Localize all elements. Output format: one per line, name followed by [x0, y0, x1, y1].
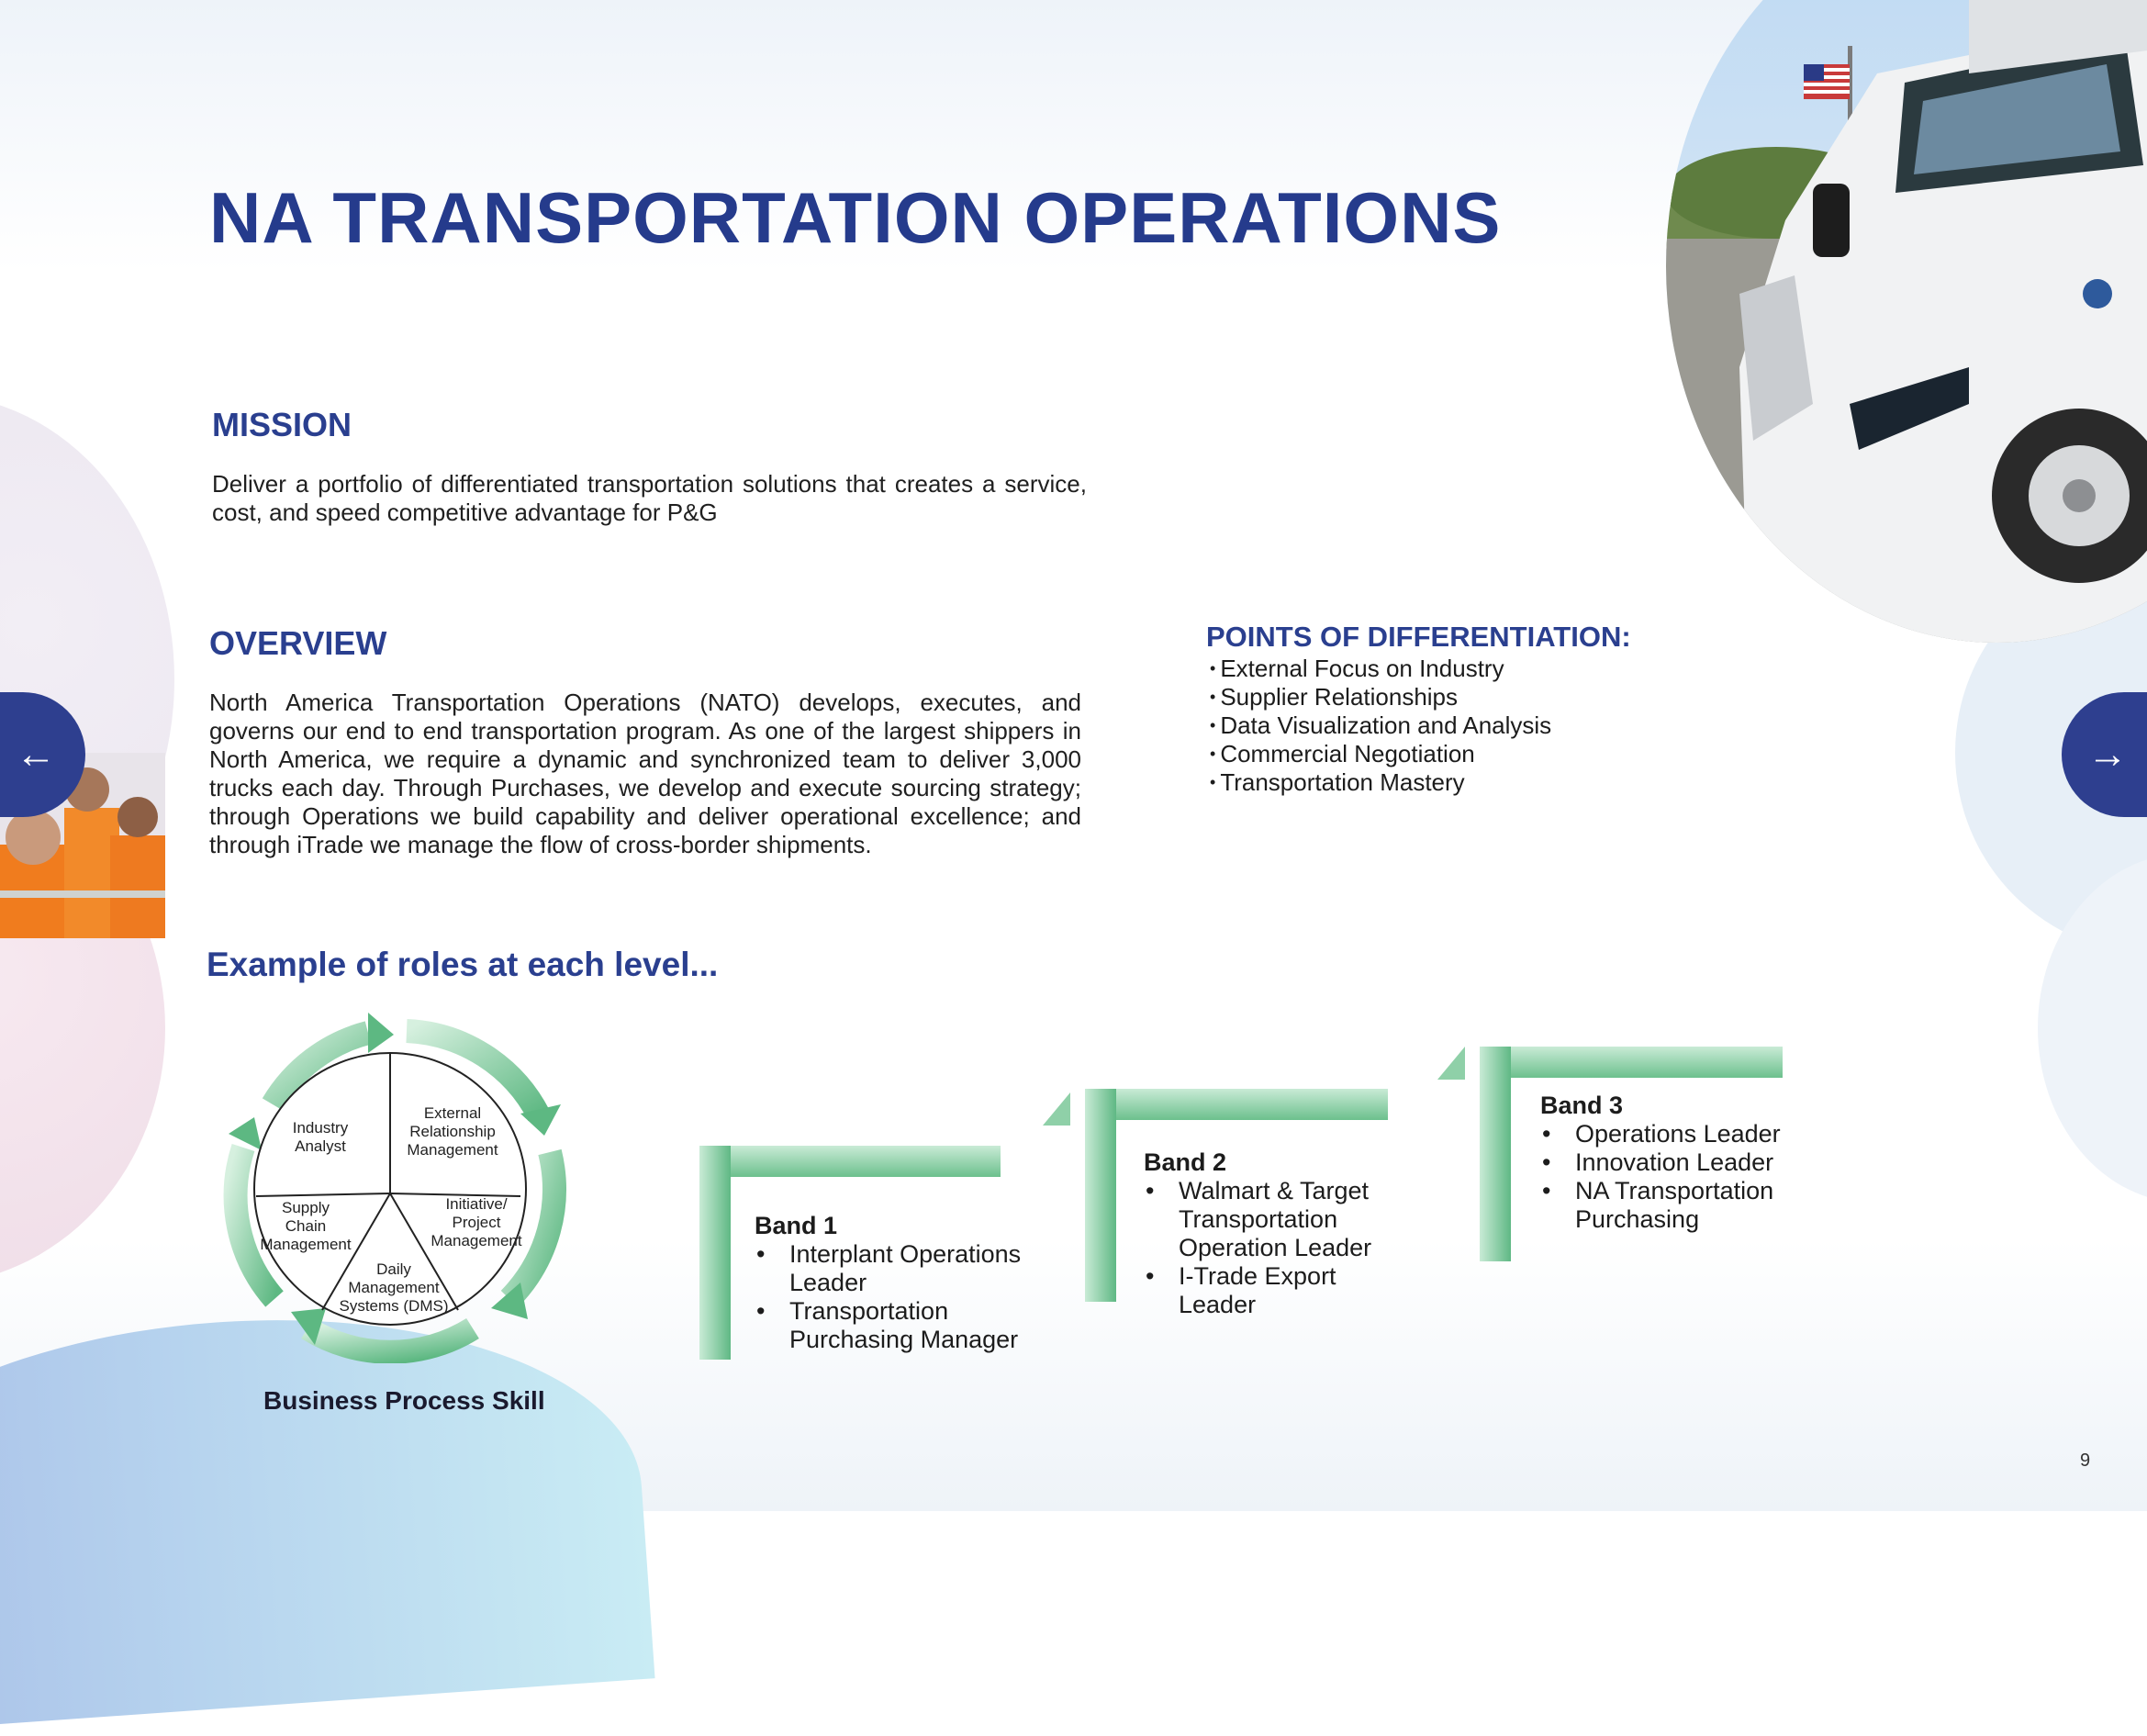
arrow-left-icon: ←	[16, 732, 56, 777]
differentiation-list	[1210, 655, 1551, 797]
segment-label-line: Management	[407, 1141, 498, 1159]
band-title: Band 2	[1144, 1148, 1227, 1176]
page-title: NA TRANSPORTATION OPERATIONS	[209, 177, 1502, 258]
segment-label-line: Chain	[285, 1217, 327, 1235]
segment-label-line: Relationship	[409, 1123, 496, 1140]
cycle-caption: Business Process Skill	[263, 1386, 545, 1415]
differentiation-heading: POINTS OF DIFFERENTIATION:	[1206, 621, 1631, 653]
band3-corner	[1437, 1047, 1465, 1080]
list-item: • Walmart & Target Transportation Operation Leader	[1144, 1177, 1419, 1262]
list-item: • Supplier Relationships	[1210, 683, 1551, 711]
segment-label-line: Project	[452, 1214, 501, 1231]
list-item: • Operations Leader	[1540, 1120, 1816, 1148]
band3-block	[1540, 1092, 1816, 1234]
mission-text: Deliver a portfolio of differentiated transportation solutions that creates a service, cost, and speed competitive advantage for P&G	[212, 470, 1087, 526]
segment-label-line: External	[423, 1104, 482, 1122]
band1-bar	[699, 1146, 731, 1360]
list-item: • Transportation Purchasing Manager	[755, 1297, 1030, 1354]
list-item: • I-Trade Export Leader	[1144, 1262, 1419, 1319]
segment-label-line: Management	[348, 1279, 440, 1296]
list-item: • NA Transportation Purchasing	[1540, 1177, 1816, 1234]
list-item: • External Focus on Industry	[1210, 655, 1551, 683]
list-item: • Innovation Leader	[1540, 1148, 1816, 1177]
band-title: Band 3	[1540, 1092, 1624, 1119]
segment-label-line: Analyst	[295, 1137, 346, 1155]
overview-heading: OVERVIEW	[209, 624, 387, 662]
roles-heading: Example of roles at each level...	[207, 946, 719, 983]
band2-bar	[1085, 1089, 1388, 1120]
band2-bar	[1085, 1089, 1116, 1302]
segment-label-line: Initiative/	[445, 1195, 508, 1213]
list-item: • Transportation Mastery	[1210, 768, 1551, 797]
list-item: • Interplant Operations Leader	[755, 1240, 1030, 1297]
segment-label-line: Systems (DMS)	[339, 1297, 449, 1315]
band2-corner	[1043, 1092, 1070, 1126]
segment-label-line: Industry	[292, 1119, 349, 1137]
segment-label-line: Management	[260, 1236, 352, 1253]
band-title: Band 1	[755, 1212, 838, 1239]
band2-block	[1144, 1148, 1419, 1319]
band1-bar	[699, 1146, 1001, 1177]
segment-label-line: Supply	[282, 1199, 330, 1216]
list-item: • Commercial Negotiation	[1210, 740, 1551, 768]
band3-bar	[1480, 1047, 1783, 1078]
mission-heading: MISSION	[212, 406, 352, 443]
segment-label-line: Daily	[376, 1260, 411, 1278]
list-item: • Data Visualization and Analysis	[1210, 711, 1551, 740]
arrow-right-icon: →	[2087, 732, 2128, 777]
business-process-cycle	[197, 996, 583, 1363]
band3-bar	[1480, 1047, 1511, 1261]
overview-text: North America Transportation Operations (NATO) develops, executes, and governs our end to end transportation program. As one of the largest shippers in North America, we require a dynamic and synchronized team to deliver 3,000 trucks each day. Through Purchases, we develop and execute sourcing strategy; through Operations we build capability and deliver operational excellence; and through iTrade we manage the flow of cross-border shipments.	[209, 689, 1081, 858]
band1-block	[755, 1212, 1030, 1354]
page-number: 9	[2080, 1450, 2091, 1471]
segment-label-line: Management	[431, 1232, 522, 1249]
